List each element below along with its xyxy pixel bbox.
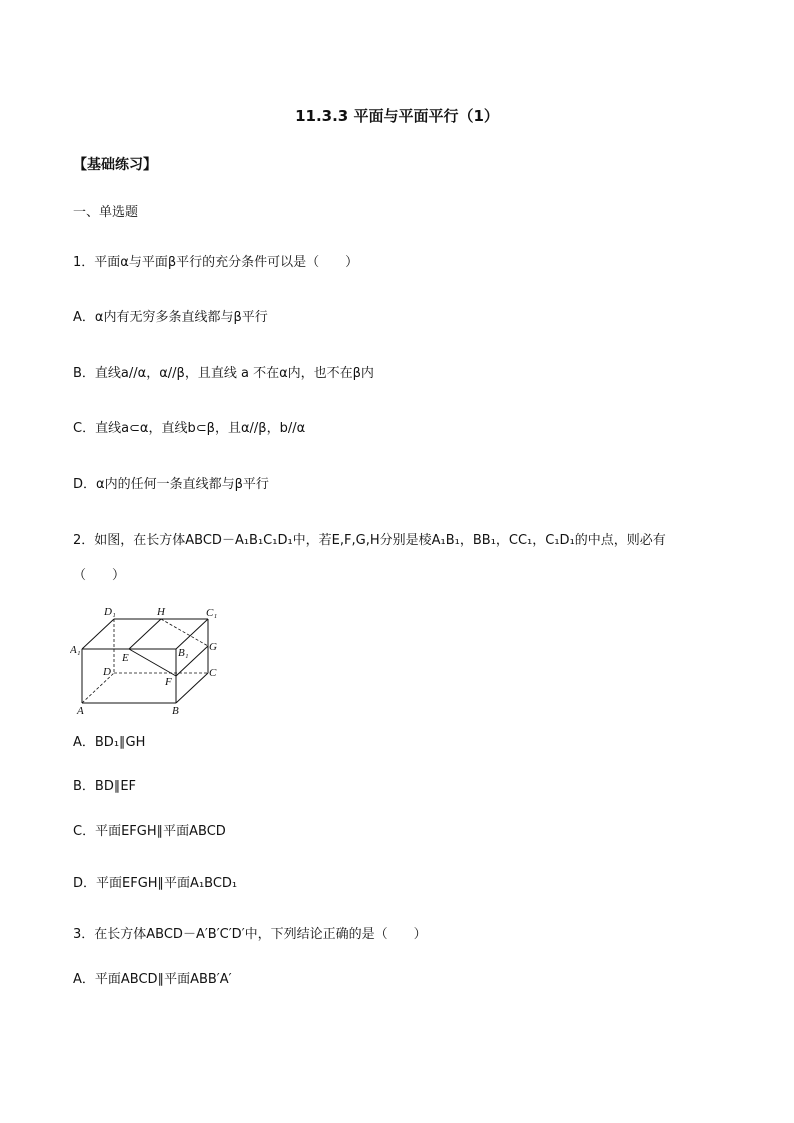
- label-c: C: [209, 667, 217, 679]
- q1-option-b: B．直线a//α，α//β，且直线 a 不在α内，也不在β内: [73, 366, 374, 381]
- q2-option-a: A．BD₁∥GH: [73, 735, 146, 750]
- label-d: D: [103, 666, 111, 678]
- part-heading: 一、单选题: [73, 205, 139, 220]
- segment-hg-hidden: [161, 619, 208, 646]
- q1-option-a: A．α内有无穷多条直线都与β平行: [73, 310, 268, 325]
- edge-a1d1: [82, 619, 114, 649]
- segment-eh: [129, 619, 161, 649]
- label-a: A: [77, 705, 84, 715]
- page-title: 11.3.3 平面与平面平行（1）: [295, 107, 499, 125]
- segment-ef: [129, 649, 176, 676]
- q1-stem: 1．平面α与平面β平行的充分条件可以是（ ）: [73, 255, 359, 270]
- q1-option-d: D．α内的任何一条直线都与β平行: [73, 477, 269, 492]
- label-d1: D₁: [104, 606, 116, 618]
- q1-option-c: C．直线a⊂α，直线b⊂β，且α//β，b//α: [73, 421, 306, 436]
- section-heading: 【基础练习】: [73, 157, 157, 173]
- label-e: E: [122, 652, 129, 664]
- label-b1: B₁: [178, 647, 189, 659]
- edge-bc: [176, 673, 208, 703]
- cuboid-figure: [70, 605, 230, 715]
- label-f: F: [165, 676, 172, 688]
- q2-option-b: B．BD∥EF: [73, 779, 137, 794]
- q2-stem-line1: 2．如图，在长方体ABCD－A₁B₁C₁D₁中，若E,F,G,H分别是棱A₁B₁，BB₁，CC₁，C₁D₁的中点，则必有: [73, 533, 666, 548]
- label-h: H: [157, 606, 165, 618]
- label-g: G: [209, 641, 217, 653]
- q3-option-a: A．平面ABCD∥平面ABB′A′: [73, 972, 232, 987]
- q2-stem-line2: （ ）: [73, 568, 126, 583]
- edge-b1c1: [176, 619, 208, 649]
- q3-stem: 3．在长方体ABCD－A′B′C′D′中，下列结论正确的是（ ）: [73, 927, 427, 942]
- q2-option-d: D．平面EFGH∥平面A₁BCD₁: [73, 876, 238, 891]
- label-c1: C₁: [206, 607, 218, 619]
- q2-option-c: C．平面EFGH∥平面ABCD: [73, 824, 226, 839]
- label-a1: A₁: [70, 644, 81, 656]
- label-b: B: [172, 705, 179, 715]
